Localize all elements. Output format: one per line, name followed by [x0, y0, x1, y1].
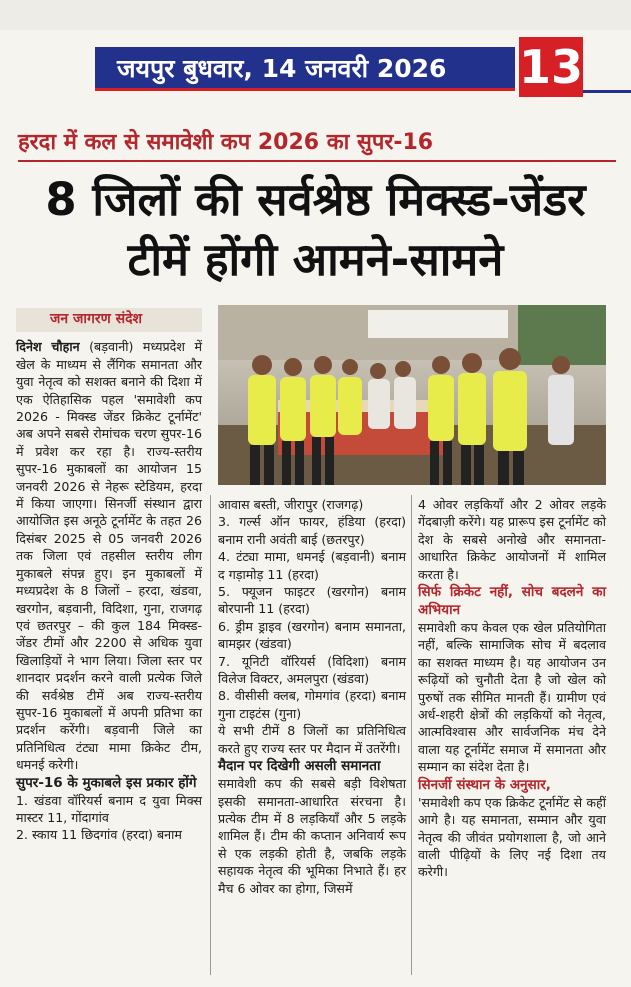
paragraph: 4 ओवर लड़कियाँ और 2 ओवर लड़के गेंदबाज़ी करेंगे। यह प्रारूप इस टूर्नामेंट को देश के सबसे अनोखे और समानता-आधारित क्रिकेट आयोजनों में शामिल करता है।	[418, 497, 606, 582]
headline-line-1: 8 जिलों की सर्वश्रेष्ठ मिक्स्ड-जेंडर	[45, 173, 586, 226]
lead-paragraph	[16, 338, 202, 773]
subheading-matches: सुपर-16 के मुकाबले इस प्रकार होंगे	[16, 774, 197, 791]
match-item: 4. टंट्या मामा, धमनई (बड़वानी) बनाम द गड़ामोड़ 11 (हरदा)	[218, 549, 406, 582]
match-item: 7. यूनिटी वॉरियर्स (विदिशा) बनाम विलेज विक्टर, अमलपुरा (खंडवा)	[218, 653, 406, 687]
match-item: 5. फ्यूजन फाइटर (खरगोन) बनाम बोरपानी 11 (हरदा)	[218, 584, 406, 617]
event-photo	[218, 305, 606, 485]
lead-text: (बड़वानी) मध्यप्रदेश में खेल के माध्यम से लैंगिक समानता और युवा नेतृत्व को सशक्त बनाने की दिशा में एक ऐतिहासिक पहल 'समावेशी कप 2026 - मिक्स्ड जेंडर क्रिकेट टूर्नामेंट' अब अपने सबसे रोमांचक चरण सुपर-16 में प्रवेश कर रहा है। राज्य-स्तरीय सुपर-16 मुकाबलों का आयोजन 15 जनवरी 2026 से नेहरू स्टेडियम, हरदा में किया जाएगा। सिनर्जी संस्थान द्वारा आयोजित इस अनूठे टूर्नामेंट के तहत 26 दिसंबर 2025 से 05 जनवरी 2026 तक जिला एवं तहसील स्तरीय लीग मुकाबले संपन्न हुए। इन मुकाबलों में मध्यप्रदेश के 8 जिलों – हरदा, खंडवा, खरगोन, बड़वानी, विदिशा, गुना, राजगढ़ एवं छतरपुर – की कुल 184 मिक्स्ड-जेंडर टीमों और 2200 से अधिक युवा खिलाड़ियों ने भाग लिया। जिला स्तर पर शानदार प्रदर्शन करने वाली प्रत्येक जिले की सर्वश्रेष्ठ टीमें अब राज्य-स्तरीय सुपर-16 मुकाबलों में अपनी प्रतिभा का प्रदर्शन करेंगी। बड़वानी जिले का प्रतिनिधित्व टंट्या मामा क्रिकेट टीम, धमनई करेगी।	[16, 339, 202, 773]
match-item: 1. खंडवा वॉरियर्स बनाम द युवा मिक्स मास्टर 11, गोंदागांव	[16, 792, 202, 825]
article-column-3	[418, 496, 606, 881]
masthead-rule	[583, 90, 631, 93]
headline-line-2: टीमें होंगी आमने-सामने	[127, 233, 504, 286]
subheading-campaign: सिर्फ क्रिकेट नहीं, सोच बदलने का अभियान	[418, 584, 606, 619]
byline: जन जागरण संदेश	[16, 308, 202, 332]
match-item: 6. ड्रीम ड्राइव (खरगोन) बनाम समानता, बामझर (खंडवा)	[218, 618, 406, 652]
page-top-margin	[0, 0, 631, 30]
column-divider	[411, 495, 412, 975]
paragraph: समावेशी कप केवल एक खेल प्रतियोगिता नहीं, बल्कि सामाजिक सोच में बदलाव का सशक्त माध्यम है। यह आयोजन उन रूढ़ियों को चुनौती देता है जो खेल को पुरुषों तक सीमित मानती हैं। ग्रामीण एवं अर्ध-शहरी क्षेत्रों की लड़कियों को नेतृत्व, आत्मविश्वास और सार्वजनिक मंच देने वाला यह टूर्नामेंट समाज में समानता और सम्मान का संदेश देता है।	[418, 620, 606, 775]
match-item: 8. वीसीसी क्लब, गोमगांव (हरदा) बनाम गुना टाइटंस (गुना)	[218, 688, 406, 721]
article-kicker: हरदा में कल से समावेशी कप 2026 का सुपर-16	[18, 128, 616, 162]
match-item: आवास बस्ती, जीरापुर (राजगढ़)	[218, 497, 364, 512]
article-headline	[0, 170, 631, 290]
lead-name: दिनेश चौहान	[16, 339, 80, 355]
match-item: 3. गर्ल्स ऑन फायर, हंडिया (हरदा) बनाम रानी अवंती बाई (छतरपुर)	[218, 514, 406, 547]
column-divider	[210, 495, 211, 975]
article-column-2	[218, 496, 406, 897]
subheading-synergy: सिनर्जी संस्थान के अनुसार,	[418, 776, 551, 793]
quote-paragraph: 'समावेशी कप एक क्रिकेट टूर्नामेंट से कहीं आगे है। यह समानता, सम्मान और युवा नेतृत्व की जीवंत प्रयोगशाला है, जो आने वाली पीढ़ियों के लिए नई दिशा तय करेगी।	[418, 794, 606, 880]
subheading-equality: मैदान पर दिखेगी असली समानता	[218, 758, 381, 775]
paragraph: ये सभी टीमें 8 जिलों का प्रतिनिधित्व करते हुए राज्य स्तर पर मैदान में उतरेंगी।	[218, 723, 406, 756]
team-photo-illustration	[218, 305, 606, 485]
article-column-1	[16, 308, 202, 844]
paragraph: समावेशी कप की सबसे बड़ी विशेषता इसकी समानता-आधारित संरचना है। प्रत्येक टीम में 8 लड़कियाँ और 5 लड़के शामिल हैं। टीम की कप्तान अनिवार्य रूप से एक लड़की होती है, जबकि लड़के सहायक नेतृत्व की भूमिका निभाते हैं। हर मैच 6 ओवर का होगा, जिसमें	[218, 776, 406, 896]
dateline: जयपुर बुधवार, 14 जनवरी 2026	[95, 47, 515, 91]
page-number: 13	[519, 37, 583, 97]
match-item: 2. स्काय 11 छिदगांव (हरदा) बनाम	[16, 827, 182, 843]
